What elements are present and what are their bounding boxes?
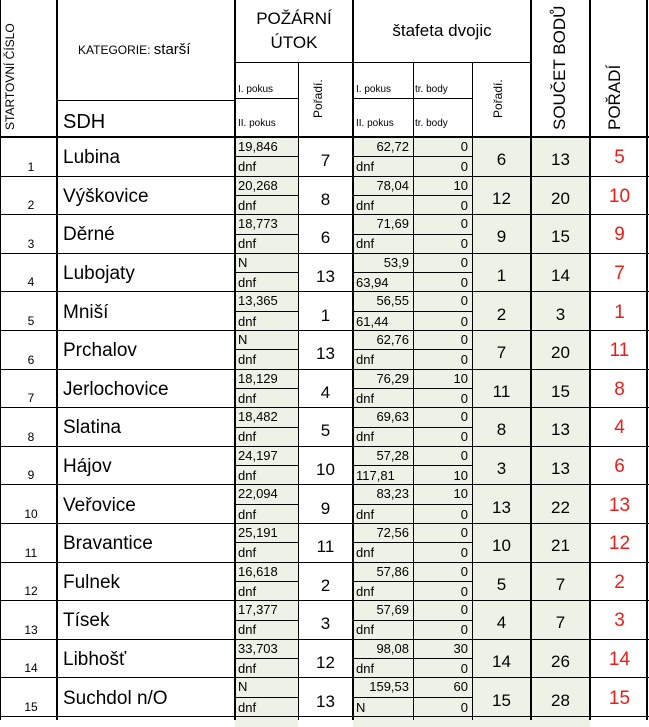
relay-rank: 5	[496, 574, 507, 594]
grid-hline	[235, 62, 531, 63]
start-number: 12	[24, 584, 38, 599]
relay-penalty2-header: tr. body	[415, 118, 448, 129]
fire-attack-attempt1: 19,846	[238, 139, 278, 154]
relay-attempt1: 72,56	[376, 525, 409, 540]
table-row	[0, 331, 649, 370]
relay-attempt1-header: I. pokus	[356, 84, 392, 95]
relay-penalty1: 30	[453, 640, 468, 656]
grid-hline	[57, 100, 235, 101]
final-rank: 11	[609, 340, 630, 362]
relay-attempt2: N	[356, 699, 366, 715]
fire-attack-rank: 1	[320, 305, 331, 325]
start-number: 1	[27, 159, 35, 174]
fire-attack-attempt1: 18,129	[238, 370, 278, 386]
fire-attack-rank: 3	[320, 614, 331, 634]
fire-attack-rank: 8	[320, 189, 331, 209]
relay-penalty2: 0	[460, 583, 468, 599]
table-row	[0, 177, 649, 216]
relay-penalty1-header: tr. body	[415, 84, 448, 95]
start-number: 9	[27, 468, 35, 483]
final-rank: 7	[614, 263, 625, 285]
relay-penalty2: 0	[460, 699, 468, 715]
relay-attempt2: dnf	[356, 583, 375, 599]
table-row	[0, 215, 649, 254]
relay-attempt2: 61,44	[356, 313, 389, 329]
fire-attack-attempt1: 20,268	[238, 177, 278, 193]
fire-attack-rank-header: Pořadí.	[311, 79, 325, 118]
team-name: Lubina	[63, 147, 121, 169]
fire-attack-rank: 11	[316, 537, 335, 557]
start-number: 11	[24, 545, 38, 560]
table-row	[0, 408, 649, 447]
relay-penalty1: 0	[460, 602, 468, 618]
relay-rank: 11	[492, 381, 511, 401]
relay-rank: 13	[492, 497, 511, 517]
table-row	[0, 254, 649, 293]
fire-attack-attempt1: 13,365	[238, 293, 278, 309]
start-number: 15	[24, 699, 38, 714]
team-name: Mniší	[63, 301, 109, 323]
fire-attack-attempt1: 18,773	[238, 216, 278, 232]
fire-attack-rank: 6	[320, 228, 331, 248]
fire-attack-rank: 5	[320, 421, 331, 441]
table-row	[0, 678, 649, 717]
relay-penalty1: 0	[460, 563, 468, 579]
fire-attack-attempt2: dnf	[238, 275, 257, 291]
fire-attack-attempt2: dnf	[238, 159, 257, 175]
relay-attempt2-header: II. pokus	[356, 118, 394, 129]
fire-attack-attempt1: N	[238, 332, 248, 347]
start-number: 6	[27, 352, 35, 367]
sum-points: 13	[551, 420, 570, 440]
fire-attack-attempt2: dnf	[238, 583, 257, 599]
table-row	[0, 524, 649, 563]
fire-attack-rank: 2	[320, 575, 331, 595]
sum-points: 20	[551, 343, 570, 363]
relay-penalty2: 0	[460, 236, 468, 252]
fire-attack-attempt1-header: I. pokus	[238, 84, 274, 95]
relay-attempt1: 62,76	[376, 332, 409, 347]
relay-attempt1: 159,53	[369, 679, 409, 695]
relay-penalty1: 0	[460, 216, 468, 232]
relay-rank: 1	[496, 266, 507, 286]
relay-penalty1: 10	[453, 486, 468, 502]
fire-attack-attempt2: dnf	[238, 545, 257, 561]
relay-penalty2: 0	[460, 661, 468, 677]
table-row	[0, 447, 649, 486]
final-rank: 8	[614, 378, 625, 400]
grid-hline	[235, 98, 298, 99]
relay-attempt1: 56,55	[376, 293, 409, 309]
relay-penalty2: 0	[460, 197, 468, 213]
relay-rank: 9	[496, 227, 507, 247]
table-row	[0, 485, 649, 524]
fire-attack-rank: 13	[316, 691, 335, 711]
table-row	[0, 370, 649, 409]
fire-attack-attempt1: N	[238, 254, 248, 270]
fire-attack-attempt2: dnf	[238, 313, 257, 329]
team-name: Libhošť	[63, 649, 127, 671]
fire-attack-attempt2: dnf	[238, 622, 257, 638]
relay-penalty1: 0	[460, 447, 468, 463]
relay-attempt2: dnf	[356, 545, 375, 561]
team-name: Prchalov	[63, 340, 137, 362]
sum-points: 14	[551, 266, 570, 286]
final-rank: 6	[614, 456, 625, 478]
start-number: 4	[27, 275, 35, 290]
sum-points: 7	[555, 613, 566, 633]
relay-attempt2: 63,94	[356, 275, 389, 291]
team-name: Suchdol n/O	[63, 687, 168, 709]
sum-points: 26	[551, 652, 570, 672]
relay-penalty2: 0	[460, 545, 468, 561]
start-number: 3	[27, 236, 35, 251]
relay-attempt1: 62,72	[376, 139, 409, 154]
relay-penalty1: 0	[460, 525, 468, 540]
category-label	[78, 42, 190, 57]
final-rank: 13	[608, 494, 631, 516]
fire-attack-attempt2: dnf	[238, 468, 257, 484]
final-rank: 5	[614, 147, 625, 169]
relay-penalty2: 0	[460, 352, 468, 368]
relay-attempt2: dnf	[356, 661, 375, 677]
sum-points: 7	[555, 574, 566, 594]
category-value: starší	[153, 41, 191, 58]
relay-attempt2: dnf	[356, 236, 375, 252]
relay-attempt2: dnf	[356, 197, 375, 213]
fire-attack-rank: 10	[316, 460, 335, 480]
sum-points: 13	[551, 459, 570, 479]
relay-attempt2: dnf	[356, 622, 375, 638]
relay-penalty2: 0	[460, 275, 468, 291]
category-label-text: KATEGORIE:	[78, 43, 154, 57]
fire-attack-attempt2: dnf	[238, 352, 257, 368]
team-name: Výškovice	[63, 185, 149, 207]
table-row	[0, 601, 649, 640]
final-rank: 3	[614, 610, 625, 632]
final-rank: 4	[614, 417, 625, 439]
relay-penalty1: 60	[453, 679, 468, 695]
team-name: Hájov	[63, 456, 112, 478]
final-rank: 1	[614, 301, 625, 323]
fire-attack-attempt1: N	[238, 679, 248, 695]
relay-attempt1: 76,29	[376, 370, 409, 386]
final-rank: 15	[608, 687, 631, 709]
relay-attempt1: 83,23	[376, 486, 409, 502]
start-number: 2	[27, 198, 35, 213]
sum-points: 13	[551, 150, 570, 170]
fire-attack-rank: 7	[320, 151, 331, 171]
start-number: 7	[27, 391, 35, 406]
fire-attack-attempt1: 18,482	[238, 409, 278, 425]
sum-points-header: SOUČET BODŮ	[550, 5, 569, 130]
relay-title: štafeta dvojic	[392, 21, 492, 40]
fire-attack-attempt1: 33,703	[238, 640, 278, 656]
relay-rank: 12	[492, 188, 511, 208]
relay-penalty1: 0	[460, 332, 468, 347]
fire-attack-rank: 12	[316, 653, 335, 673]
relay-attempt1: 57,28	[376, 447, 409, 463]
relay-penalty1: 0	[460, 254, 468, 270]
team-name: Slatina	[63, 417, 122, 439]
fire-attack-attempt2: dnf	[238, 236, 257, 252]
start-number: 13	[24, 622, 38, 637]
final-rank: 12	[608, 533, 631, 555]
team-name: Bravantice	[63, 533, 153, 555]
relay-attempt1: 71,69	[376, 216, 409, 232]
team-column-header: SDH	[63, 111, 106, 133]
relay-rank: 4	[496, 613, 507, 633]
fire-attack-attempt2: dnf	[238, 429, 257, 445]
relay-penalty1: 10	[453, 370, 468, 386]
table-row	[0, 138, 649, 177]
relay-penalty1: 0	[460, 139, 468, 154]
relay-attempt1: 69,63	[376, 409, 409, 425]
relay-rank: 7	[496, 343, 507, 363]
relay-attempt2: dnf	[356, 506, 375, 522]
relay-attempt1: 57,86	[376, 563, 409, 579]
relay-attempt2: 117,81	[356, 468, 395, 484]
fire-attack-attempt1: 24,197	[238, 447, 278, 463]
relay-rank: 3	[496, 459, 507, 479]
fire-attack-title-line2: ÚTOK	[270, 33, 318, 52]
relay-penalty2: 0	[460, 622, 468, 638]
team-name: Veřovice	[63, 494, 136, 516]
table-row	[0, 563, 649, 602]
relay-rank-header: Pořadí.	[491, 79, 505, 118]
fire-attack-attempt2: dnf	[238, 390, 257, 406]
table-row	[0, 292, 649, 331]
sum-points: 28	[551, 690, 570, 710]
sum-points: 21	[551, 536, 570, 556]
relay-penalty2: 10	[453, 468, 468, 484]
relay-attempt2: dnf	[356, 159, 375, 175]
fire-attack-attempt2-header: II. pokus	[238, 118, 276, 129]
final-rank: 9	[614, 224, 625, 246]
sum-points: 3	[555, 304, 566, 324]
relay-attempt1: 78,04	[376, 177, 409, 193]
table-row	[0, 640, 649, 679]
relay-rank: 6	[496, 150, 507, 170]
fire-attack-attempt2: dnf	[238, 699, 257, 715]
fire-attack-rank: 4	[320, 382, 331, 402]
relay-attempt1: 53,9	[383, 254, 409, 270]
relay-penalty1: 0	[460, 293, 468, 309]
relay-penalty2: 0	[460, 159, 468, 175]
fire-attack-attempt1: 22,094	[238, 486, 278, 502]
final-rank: 10	[608, 185, 631, 207]
fire-attack-title-line1: POŽÁRNÍ	[256, 9, 332, 28]
fire-attack-attempt2: dnf	[238, 661, 257, 677]
team-name: Tísek	[63, 610, 110, 632]
relay-attempt2: dnf	[356, 429, 375, 445]
fire-attack-attempt1: 17,377	[238, 602, 278, 618]
start-number: 10	[24, 506, 38, 521]
start-number: 5	[27, 313, 35, 328]
grid-hline	[353, 98, 472, 99]
fire-attack-attempt2: dnf	[238, 506, 257, 522]
final-rank: 14	[608, 649, 631, 671]
relay-penalty1: 10	[453, 177, 468, 193]
relay-penalty2: 0	[460, 390, 468, 406]
relay-attempt2: dnf	[356, 352, 375, 368]
start-number-header: STARTOVNÍ ČÍSLO	[3, 23, 17, 130]
relay-penalty1: 0	[460, 409, 468, 425]
relay-rank: 2	[496, 304, 507, 324]
relay-rank: 8	[496, 420, 507, 440]
sum-points: 15	[551, 227, 570, 247]
team-name: Děrné	[63, 224, 115, 246]
team-name: Lubojaty	[63, 263, 135, 285]
relay-penalty2: 0	[460, 313, 468, 329]
relay-penalty2: 0	[460, 506, 468, 522]
sum-points: 15	[551, 381, 570, 401]
start-number: 8	[27, 429, 35, 444]
fire-attack-attempt1: 16,618	[238, 563, 278, 579]
final-rank: 2	[614, 571, 625, 593]
start-number: 14	[24, 661, 38, 676]
fire-attack-rank: 13	[316, 267, 335, 287]
relay-attempt1: 57,69	[376, 602, 409, 618]
fire-attack-attempt1: 25,191	[238, 525, 278, 540]
relay-attempt1: 98,08	[376, 640, 409, 656]
relay-rank: 14	[492, 652, 511, 672]
team-name: Jerlochovice	[63, 378, 169, 400]
sum-points: 22	[551, 497, 570, 517]
relay-attempt2: dnf	[356, 390, 375, 406]
relay-rank: 10	[492, 536, 511, 556]
fire-attack-attempt2: dnf	[238, 197, 257, 213]
team-name: Fulnek	[63, 571, 121, 593]
relay-rank: 15	[492, 690, 511, 710]
fire-attack-rank: 13	[316, 344, 335, 364]
fire-attack-rank: 9	[320, 498, 331, 518]
relay-penalty2: 0	[460, 429, 468, 445]
sum-points: 20	[551, 188, 570, 208]
final-rank-header: POŘADÍ	[605, 64, 624, 130]
